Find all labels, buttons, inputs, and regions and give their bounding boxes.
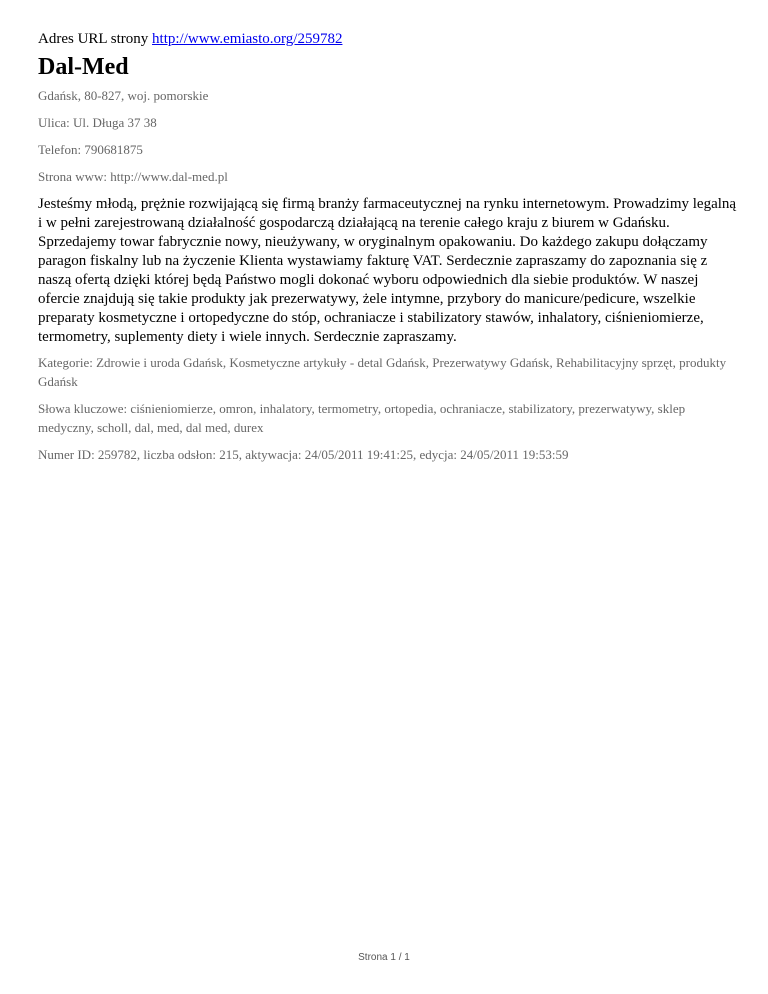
page-number: Strona 1 / 1 — [358, 952, 410, 963]
company-phone: Telefon: 790681875 — [38, 142, 143, 157]
keywords-text: Słowa kluczowe: ciśnieniomierze, omron, inhalatory, termometry, ortopedia, ochraniacze, stabilizatory, prezerwatywy, sklep medyczny, scholl, dal, med, dal med, durex — [38, 401, 686, 435]
url-label: Adres URL strony — [38, 31, 149, 47]
record-info: Numer ID: 259782, liczba odsłon: 215, aktywacja: 24/05/2011 19:41:25, edycja: 24/05/2011 19:53:59 — [38, 447, 569, 462]
document-page — [38, 30, 738, 472]
company-address: Gdańsk, 80-827, woj. pomorskie — [38, 88, 209, 103]
categories-text: Kategorie: Zdrowie i uroda Gdańsk, Kosmetyczne artykuły - detal Gdańsk, Prezerwatywy Gdańsk, Rehabilitacyjny sprzęt, produkty Gdańsk — [38, 355, 727, 389]
company-description: Jesteśmy młodą, prężnie rozwijającą się firmą branży farmaceutycznej na rynku internetowym. Prowadzimy legalną i w pełni zarejestrowaną działalność gospodarczą działającą na terenie całego kraju z biurem w Gdańsku. Sprzedajemy towar fabrycznie nowy, nieużywany, w oryginalnym opakowaniu. Do każdego zakupu dołączamy paragon fiskalny lub na życzenie Klienta wystawiamy fakturę VAT. Serdecznie zapraszamy do zapoznania się z naszą ofertą dzięki której będą Państwo mogli dokonać wyboru odpowiednich dla siebie produktów. W naszej ofercie znajdują się takie produkty jak prezerwatywy, żele intymne, przybory do manicure/pedicure, wszelkie preparaty kosmetyczne i ortopedyczne do stóp, ochraniacze i stabilizatory stawów, inhalatory, ciśnieniomierze, termometry, suplementy diety i wiele innych. Serdecznie zapraszamy. — [38, 196, 737, 345]
company-website: Strona www: http://www.dal-med.pl — [38, 169, 228, 184]
company-name: Dal-Med — [38, 54, 129, 80]
company-street: Ulica: Ul. Długa 37 38 — [38, 115, 157, 130]
url-link[interactable]: http://www.emiasto.org/259782 — [152, 31, 343, 47]
url-line — [38, 30, 738, 49]
